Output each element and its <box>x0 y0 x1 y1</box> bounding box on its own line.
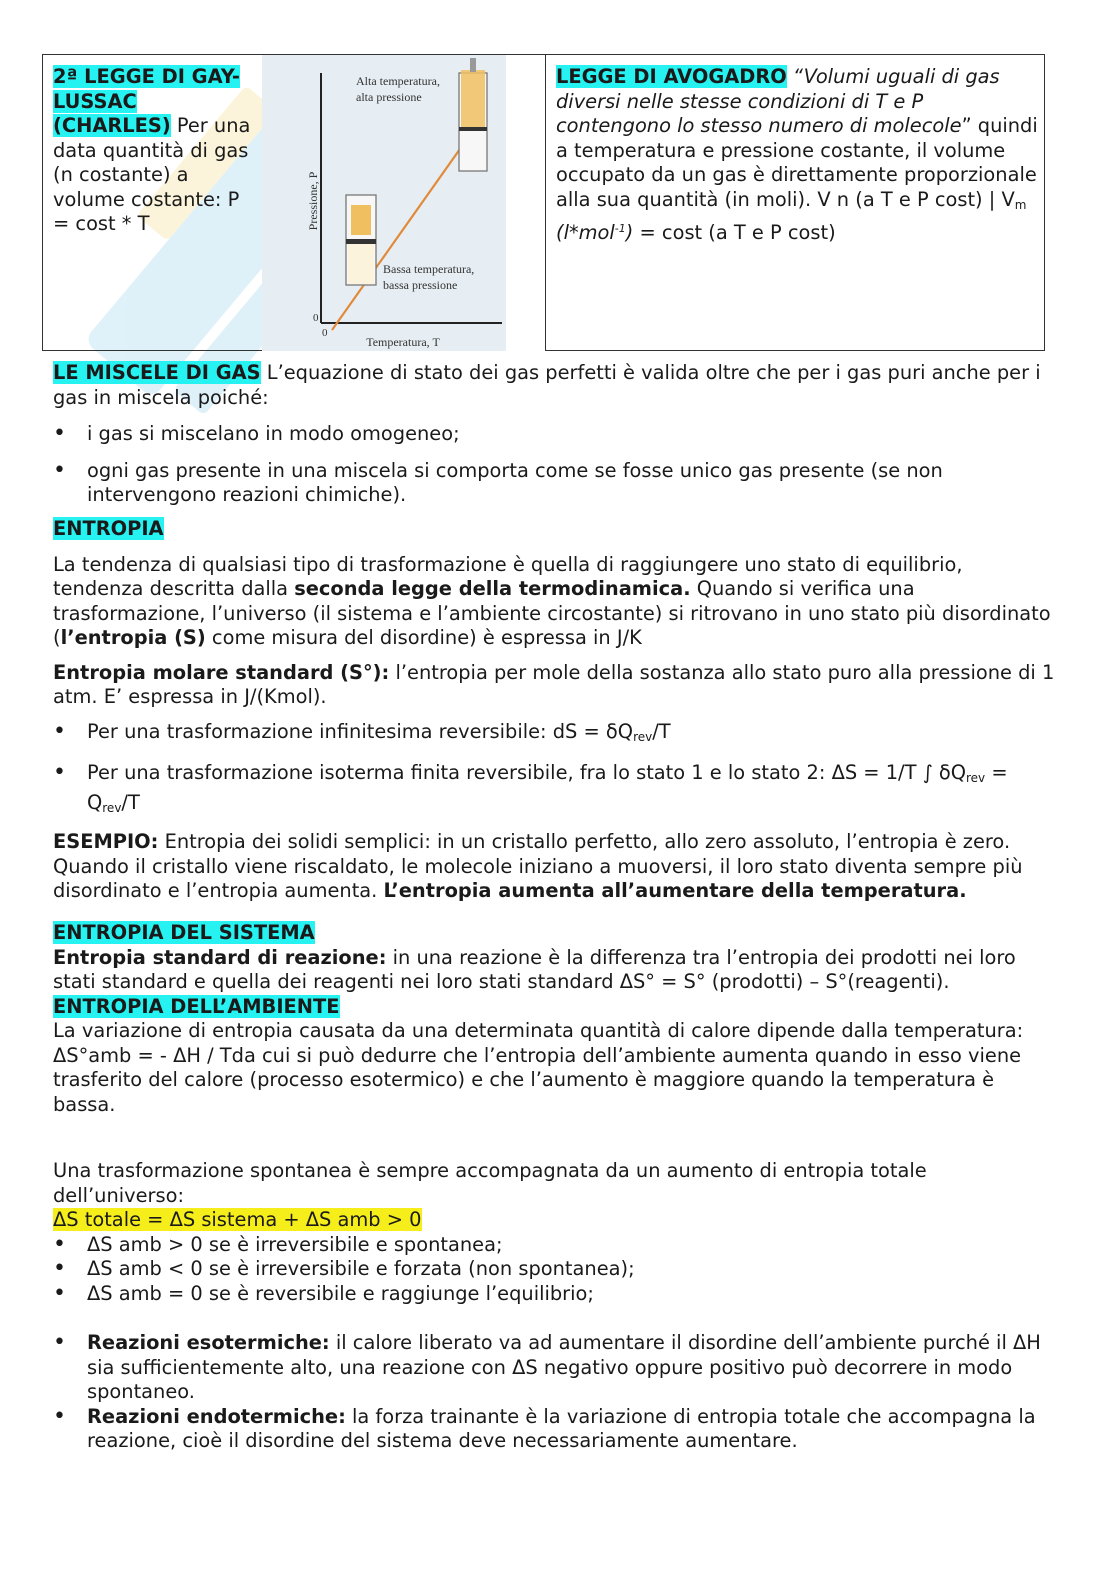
miscele-paragraph <box>53 361 1056 410</box>
list-item: • Reazioni esotermiche: il calore liberato va ad aumentare il disordine dell’ambiente purché il ΔH sia sufficientemente alto, una reazione con ΔS negativo oppure positivo può decorrere in modo spontaneo. <box>53 1331 1056 1405</box>
miscele-list <box>53 422 1056 508</box>
avogadro-text: ” quindi a temperatura e pressione costante, il volume occupato da un gas è direttamente proporzionale alla sua quantità (in moli). V n (a T e P cost) | V <box>556 114 1038 211</box>
ambiente-line1: La variazione di entropia causata da una determinata quantità di calore dipende dalla temperatura: <box>53 1019 1024 1042</box>
molar-entropy-paragraph: Entropia molare standard (S°): l’entropia per mole della sostanza allo stato puro alla pressione di 1 atm. E’ espressa in J/(Kmol). <box>53 660 1055 708</box>
sistema-section <box>53 921 1056 1117</box>
avogadro-quote: “Volumi uguali di gas diversi nelle stesse condizioni di T e P contengono lo stesso numero di molecole <box>556 65 1000 137</box>
gay-lussac-title: 2ª LEGGE DI GAY-LUSSAC (CHARLES) <box>53 65 240 137</box>
x-axis-label: Temperatura, T <box>366 335 440 349</box>
sistema-title: ENTROPIA DEL SISTEMA <box>53 921 315 944</box>
unit-text: (l*mol <box>556 221 615 244</box>
entropia-section <box>53 517 1056 904</box>
label-low-line1: Bassa temperatura, <box>383 262 475 276</box>
list-item: • Per una trasformazione isoterma finita reversibile, fra lo stato 1 e lo stato 2: ΔS = 1/T ∫ $\delta Q_{rev} = Q_{rev}/T$ <box>53 761 1056 820</box>
gay-lussac-paragraph <box>53 65 258 237</box>
entropia-list <box>53 720 1056 821</box>
list-item: • ΔS amb < 0 se è irreversibile e forzata (non spontanea); <box>53 1257 1056 1282</box>
spontanea-section <box>53 1159 1056 1306</box>
ambiente-title: ENTROPIA DELL’AMBIENTE <box>53 994 340 1018</box>
example-paragraph: ESEMPIO: Entropia dei solidi semplici: in un cristallo perfetto, allo zero assoluto, l’entropia è zero. Quando il cristallo viene riscaldato, le molecole iniziano a muoversi, il loro stato diventa sempre più disordinato e l’entropia aumenta. L’entropia aumenta all’aumentare della temperatura. <box>53 830 1023 902</box>
avogadro-paragraph <box>556 65 1038 246</box>
avogadro-cell <box>545 55 1045 350</box>
unit-superscript: -1 <box>614 222 626 235</box>
pressure-temperature-figure <box>262 55 545 350</box>
vm-subscript: m <box>1014 197 1027 212</box>
list-item: • Reazioni endotermiche: la forza trainante è la variazione di entropia totale che accompagna la reazione, cioè il disordine del sistema deve necessariamente aumentare. <box>53 1405 1056 1454</box>
spontanea-text: Una trasformazione spontanea è sempre accompagnata da un aumento di entropia totale dell’universo: <box>53 1159 927 1207</box>
reazioni-section <box>53 1331 1056 1454</box>
y-axis-label: Pressione, P <box>306 171 320 231</box>
high-pressure-cylinder-icon <box>459 58 487 171</box>
list-item: • ΔS amb > 0 se è irreversibile e spontanea; <box>53 1233 1056 1258</box>
list-item: • ΔS amb = 0 se è reversibile e raggiunge l’equilibrio; <box>53 1282 1056 1307</box>
entropia-title: ENTROPIA <box>53 517 164 540</box>
list-item: • ogni gas presente in una miscela si comporta come se fosse unico gas presente (se non intervengono reazioni chimiche). <box>53 459 1056 508</box>
list-item: • i gas si miscelano in modo omogeneo; <box>53 422 1056 447</box>
label-low-line2: bassa pressione <box>383 278 458 292</box>
miscele-text: L’equazione di stato dei gas perfetti è valida oltre che per i gas puri anche per i gas in miscela poiché: <box>53 361 1041 409</box>
y-zero-label: 0 <box>313 312 319 324</box>
gay-lussac-cell <box>43 55 262 350</box>
reazioni-list <box>53 1331 1056 1454</box>
unit-close: ) <box>625 221 634 244</box>
gay-lussac-text: Per una data quantità di gas (n costante) a volume costante: P = cost * T <box>53 114 251 235</box>
list-item: • Per una trasformazione infinitesima reversibile: dS = $\delta Q_{rev}/T$ <box>53 720 1056 750</box>
label-high-line2: alta pressione <box>356 90 422 104</box>
ambiente-line2: ΔS°amb = - ΔH / Tda cui si può dedurre che l’entropia dell’ambiente aumenta quando in esso viene trasferito del calore (processo esotermico) e che l’aumento è maggiore quando la temperatura è bassa. <box>53 1043 1022 1116</box>
avogadro-title: LEGGE DI AVOGADRO <box>556 65 787 88</box>
total-entropy-formula: ΔS totale = ΔS sistema + ΔS amb > 0 <box>53 1208 422 1231</box>
miscele-title: LE MISCELE DI GAS <box>53 361 261 384</box>
miscele-section <box>53 361 1056 508</box>
x-zero-label: 0 <box>322 327 328 339</box>
spontanea-list <box>53 1233 1056 1307</box>
laws-table <box>42 54 1045 351</box>
entropia-paragraph: La tendenza di qualsiasi tipo di trasformazione è quella di raggiungere uno stato di equilibrio, tendenza descritta dalla seconda legge della termodinamica. Quando si verifica una trasformazione, l’universo (il sistema e l’ambiente circostante) si ritrovano in uno stato più disordinato (l’entropia (S) come misura del disordine) è espressa in J/K <box>53 552 1051 649</box>
avogadro-text-end: = cost (a T e P cost) <box>633 221 836 244</box>
low-pressure-cylinder-icon <box>346 195 376 285</box>
sistema-paragraph: Entropia standard di reazione: in una reazione è la differenza tra l’entropia dei prodotti nei loro stati standard e quella dei reagenti nei loro stati standard ΔS° = S° (prodotti) – S°(reagenti). <box>53 945 1016 993</box>
label-high-line1: Alta temperatura, <box>356 74 440 88</box>
